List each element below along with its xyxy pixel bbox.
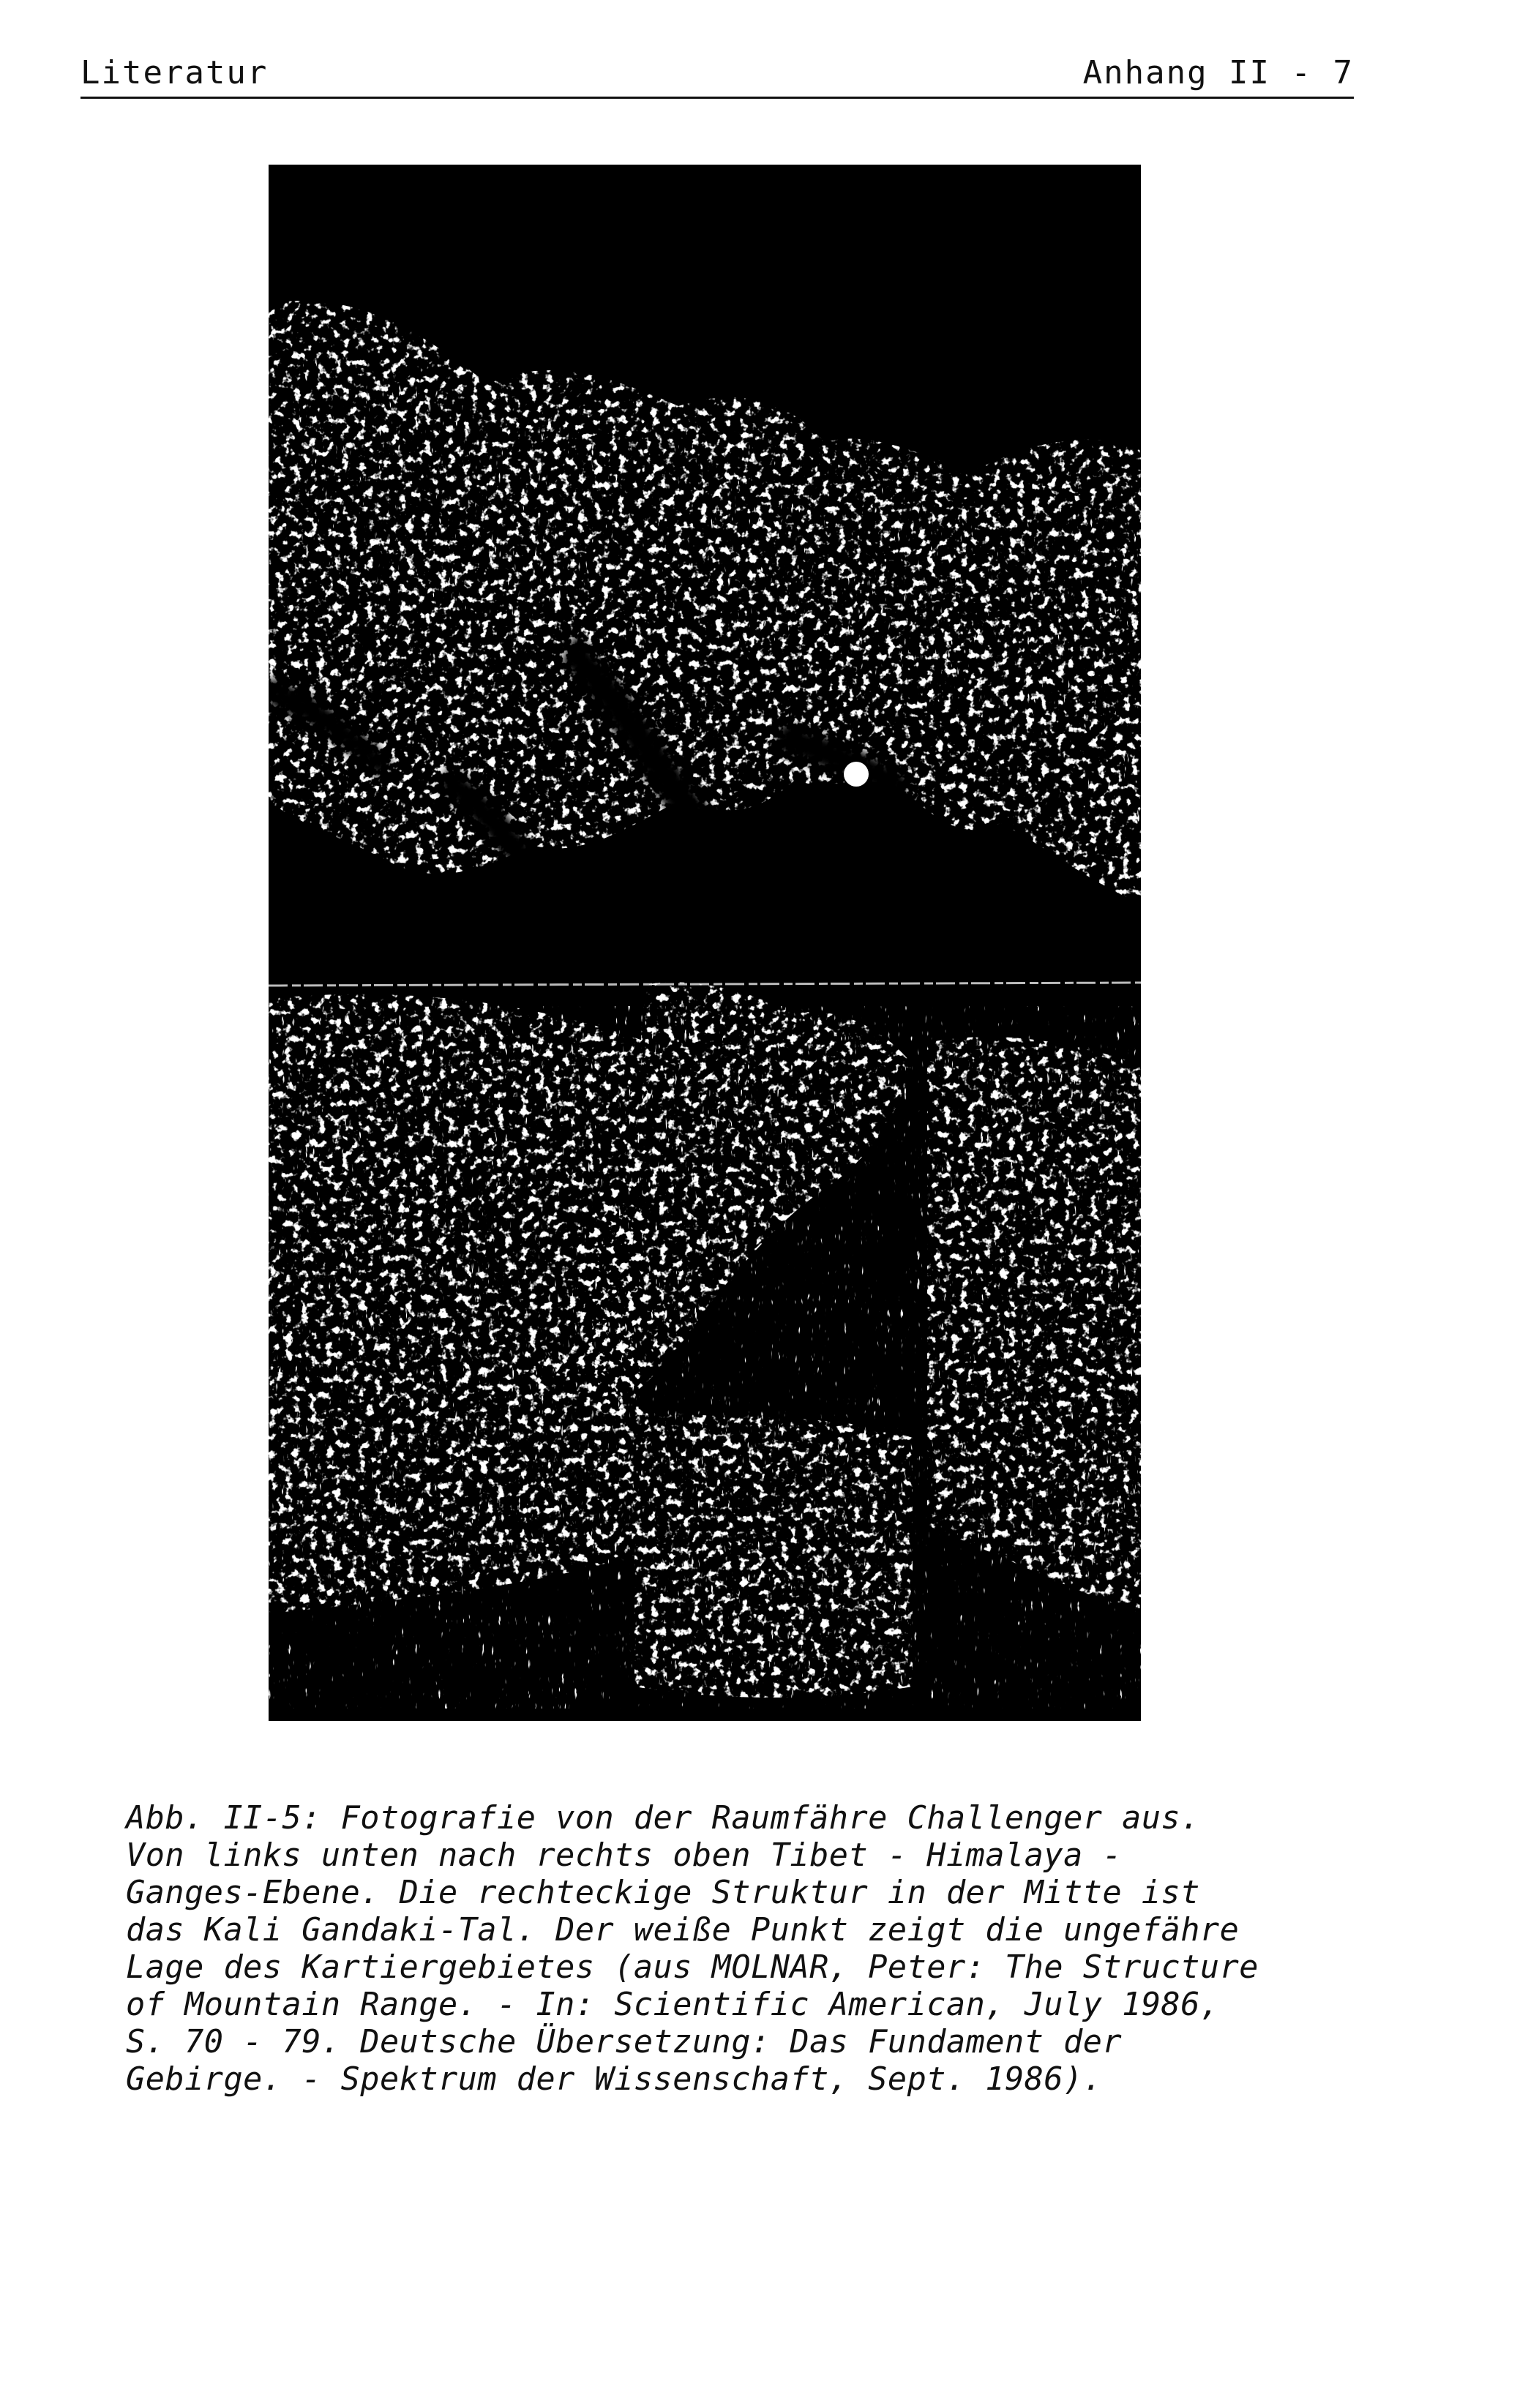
satellite-photograph [269,165,1141,1721]
page-header [80,53,1354,99]
caption-line: Ganges-Ebene. Die rechteckige Struktur in der Mitte ist [126,1875,1200,1911]
caption-line: Lage des Kartiergebietes (aus MOLNAR, Peter: The Structure [126,1949,1259,1986]
figure-caption [126,1800,1414,2098]
caption-line: Von links unten nach rechts oben Tibet - Himalaya - [126,1837,1123,1874]
caption-line: das Kali Gandaki-Tal. Der weiße Punkt zeigt die ungefähre [126,1912,1240,1948]
header-page-number: Anhang II - 7 [1082,54,1354,91]
header-section-title: Literatur [80,54,269,91]
caption-line: Abb. II-5: Fotografie von der Raumfähre Challenger aus. [126,1800,1200,1837]
caption-line: S. 70 - 79. Deutsche Übersetzung: Das Fundament der [126,2024,1123,2060]
mapping-area-marker [844,762,869,787]
caption-line: Gebirge. - Spektrum der Wissenschaft, Sept. 1986). [126,2061,1103,2098]
lower-specks [269,1006,1141,1709]
caption-line: of Mountain Range. - In: Scientific American, July 1986, [126,1987,1220,2023]
